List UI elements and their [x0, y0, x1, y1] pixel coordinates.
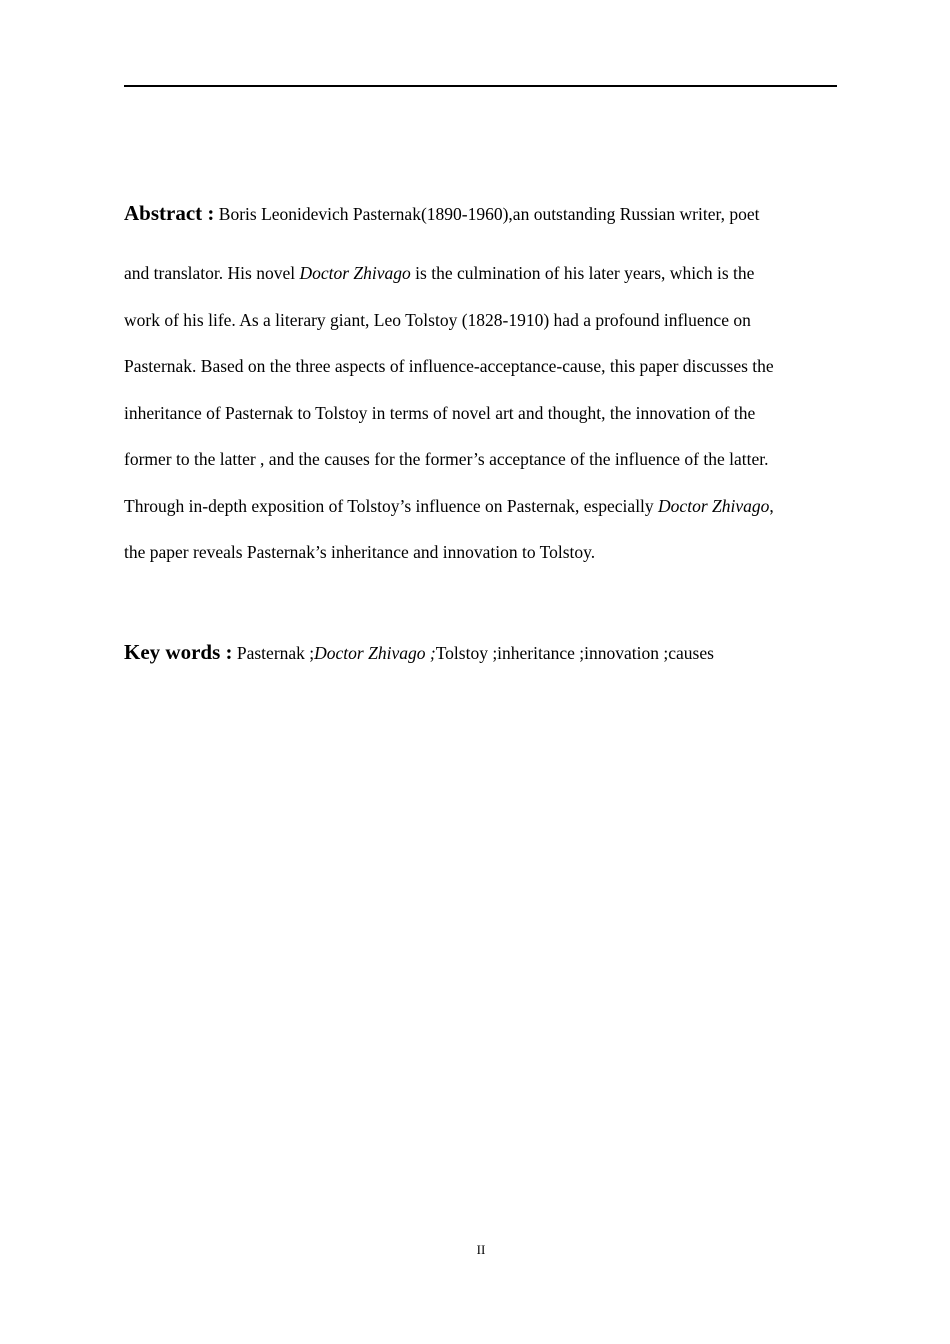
- abstract-line-8: the paper reveals Pasternak’s inheritance and innovation to Tolstoy.: [124, 542, 596, 562]
- book-title-italic: Doctor Zhivago: [299, 263, 411, 283]
- abstract-text-7a: Through in-depth exposition of Tolstoy’s influence on Pasternak, especially: [124, 495, 659, 516]
- abstract-line-3: work of his life. As a literary giant, Leo Tolstoy (1828-1910) had a profound influence on: [124, 309, 751, 330]
- abstract-label: Abstract :: [124, 201, 215, 225]
- abstract-line-7: [124, 483, 837, 530]
- keyword-rest: Tolstoy ;inheritance ;innovation ;causes: [435, 643, 714, 663]
- keywords-section: [124, 632, 837, 673]
- keyword-doctor-zhivago: Doctor Zhivago ;: [314, 643, 436, 663]
- abstract-line-5: inheritance of Pasternak to Tolstoy in terms of novel art and thought, the innovation of the: [124, 402, 756, 423]
- abstract-line-2: [124, 250, 837, 297]
- book-title-italic: Doctor Zhivago: [658, 495, 770, 516]
- abstract-text-2a: and translator. His novel: [124, 263, 300, 283]
- abstract-text-1: Boris Leonidevich Pasternak(1890-1960),an outstanding Russian writer, poet: [218, 204, 760, 224]
- abstract-line-4: Pasternak. Based on the three aspects of influence-acceptance-cause, this paper discusses the: [124, 356, 774, 376]
- abstract-text-7b: ,: [769, 495, 774, 516]
- keyword-pasternak: Pasternak ;: [232, 643, 315, 663]
- keywords-label: Key words :: [124, 640, 233, 664]
- abstract-section: [124, 193, 837, 576]
- abstract-line-6: former to the latter , and the causes for the former’s acceptance of the influence of the latter.: [124, 449, 769, 469]
- abstract-text-2b: is the culmination of his later years, which is the: [410, 263, 755, 283]
- header-rule: [124, 85, 837, 87]
- page-number: II: [476, 1242, 486, 1257]
- abstract-line-1: [124, 193, 837, 234]
